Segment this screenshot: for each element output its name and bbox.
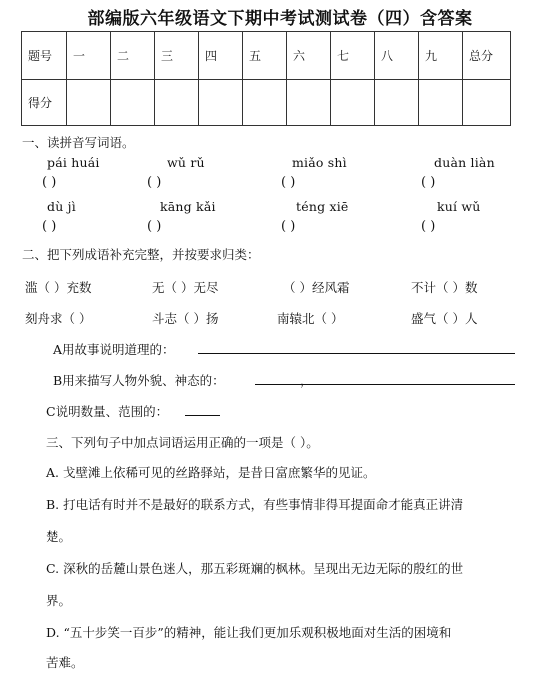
score-table-header-cell: 八 xyxy=(375,32,419,80)
score-cell xyxy=(375,80,419,126)
option-a: A. 戈壁滩上依稀可见的丝路驿站，是昔日富庶繁华的见证。 xyxy=(46,465,376,480)
category-a-blank[interactable] xyxy=(198,353,515,354)
category-c-blank[interactable] xyxy=(185,415,220,416)
score-cell xyxy=(331,80,375,126)
score-table-header-row xyxy=(22,32,511,80)
idiom-item: 盛气（ ）人 xyxy=(411,311,478,326)
answer-paren: ( ) xyxy=(42,219,57,234)
option-d-line1: D. “五十步笑一百步”的精神，能让我们更加乐观积极地面对生活的困境和 xyxy=(46,625,452,640)
page-title: 部编版六年级语文下期中考试测试卷（四）含答案 xyxy=(87,9,473,29)
score-table-header-cell: 二 xyxy=(111,32,155,80)
score-table-header-cell: 四 xyxy=(199,32,243,80)
option-d-line2: 苦难。 xyxy=(46,655,84,670)
answer-paren: ( ) xyxy=(42,175,57,190)
answer-paren: ( ) xyxy=(421,219,436,234)
category-b-mark: ， xyxy=(300,373,313,388)
idiom-item: 滥（ ）充数 xyxy=(25,280,92,295)
answer-paren: ( ) xyxy=(147,175,162,190)
category-b-label: B用来描写人物外貌、神态的： xyxy=(53,373,225,388)
answer-paren: ( ) xyxy=(281,175,296,190)
idiom-item: 斗志（ ）扬 xyxy=(152,311,219,326)
score-table-header-cell: 九 xyxy=(419,32,463,80)
section1-heading: 一、读拼音写词语。 xyxy=(22,135,135,150)
score-table-row-label: 得分 xyxy=(22,80,67,126)
score-cell xyxy=(419,80,463,126)
score-table-header-cell: 总分 xyxy=(463,32,511,80)
section3-heading: 三、下列句子中加点词语运用正确的一项是（ ）。 xyxy=(46,435,319,450)
score-cell xyxy=(199,80,243,126)
score-cell xyxy=(287,80,331,126)
pinyin-3: miǎo shì xyxy=(292,155,347,170)
pinyin-8: kuí wǔ xyxy=(437,199,481,214)
pinyin-2: wǔ rǔ xyxy=(167,155,205,170)
answer-paren: ( ) xyxy=(281,219,296,234)
score-table-header-cell: 一 xyxy=(67,32,111,80)
option-b-line2: 楚。 xyxy=(46,529,72,544)
idiom-item: （ ）经风霜 xyxy=(283,280,350,295)
category-a-label: A用故事说明道理的： xyxy=(53,342,175,357)
score-cell xyxy=(155,80,199,126)
pinyin-5: dù jì xyxy=(47,199,76,214)
option-c-line2: 界。 xyxy=(46,593,72,608)
category-c-label: C说明数量、范围的： xyxy=(46,404,169,419)
score-cell xyxy=(111,80,155,126)
category-b-blank[interactable] xyxy=(255,384,515,385)
score-table-header-cell: 七 xyxy=(331,32,375,80)
score-cell xyxy=(463,80,511,126)
score-table-header-cell: 题号 xyxy=(22,32,67,80)
score-table-header-cell: 五 xyxy=(243,32,287,80)
idiom-item: 刻舟求（ ） xyxy=(25,311,92,326)
score-table-header-cell: 六 xyxy=(287,32,331,80)
idiom-item: 南辕北（ ） xyxy=(277,311,344,326)
idiom-item: 不计（ ）数 xyxy=(411,280,478,295)
pinyin-6: kāng kǎi xyxy=(160,199,216,214)
option-c-line1: C. 深秋的岳麓山景色迷人，那五彩斑斓的枫林。呈现出无边无际的殷红的世 xyxy=(46,561,464,576)
score-table xyxy=(21,31,511,126)
score-table-score-row xyxy=(22,80,511,126)
answer-paren: ( ) xyxy=(147,219,162,234)
option-b-line1: B. 打电话有时并不是最好的联系方式，有些事情非得耳提面命才能真正讲清 xyxy=(46,497,464,512)
pinyin-1: pái huái xyxy=(47,155,100,170)
answer-paren: ( ) xyxy=(421,175,436,190)
score-cell xyxy=(243,80,287,126)
pinyin-7: téng xiē xyxy=(296,199,349,214)
section2-heading: 二、把下列成语补充完整，并按要求归类： xyxy=(22,247,260,262)
score-cell xyxy=(67,80,111,126)
pinyin-4: duàn liàn xyxy=(434,155,495,170)
idiom-item: 无（ ）无尽 xyxy=(152,280,219,295)
score-table-header-cell: 三 xyxy=(155,32,199,80)
